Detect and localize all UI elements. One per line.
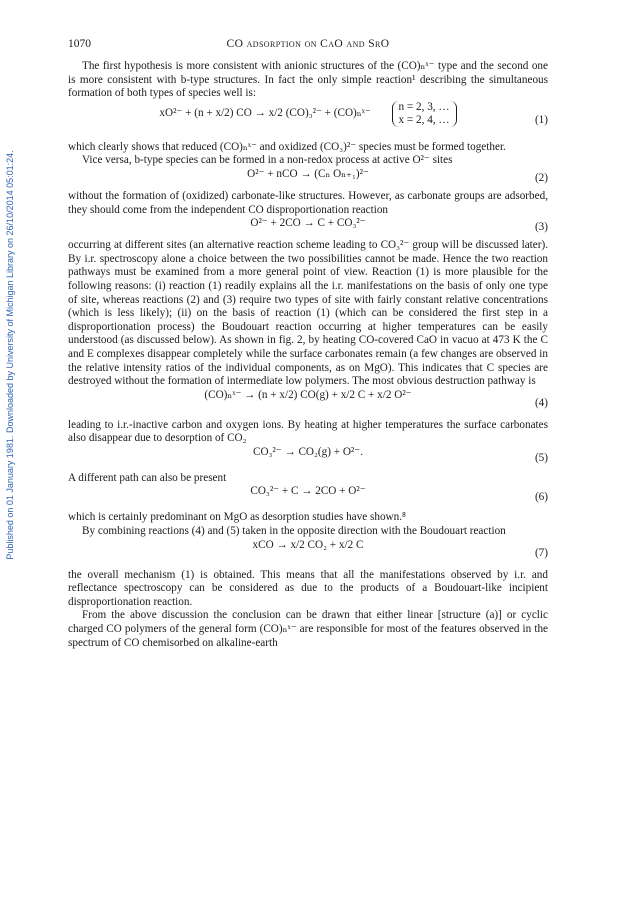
equation-5 bbox=[68, 446, 548, 472]
equation-2-formula: O²⁻ + nCO → (Cₙ Oₙ₊₁)²⁻ bbox=[247, 167, 369, 180]
download-notice-text: Published on 01 January 1981. Downloaded by University of Michigan Library on 26/10/2014 05:01:24. bbox=[5, 150, 15, 560]
equation-1-number: (1) bbox=[534, 113, 548, 126]
paragraph-overall-mechanism: the overall mechanism (1) is obtained. This means that all the manifestations observed by i.r. and reflectance spectroscopy can be considered as due to the products of a Boudouart-like incipient disproportionation reaction. bbox=[68, 568, 548, 608]
equation-1-conditions bbox=[392, 101, 457, 127]
equation-2 bbox=[68, 168, 548, 190]
paragraph-carbonate: without the formation of (oxidized) carbonate-like structures. However, as carbonate groups are adsorbed, they should come from the independent CO disproportionation reaction bbox=[68, 189, 548, 216]
page-number: 1070 bbox=[68, 38, 91, 50]
equation-7-number: (7) bbox=[534, 546, 548, 559]
equation-4-number: (4) bbox=[534, 396, 548, 409]
text-column bbox=[68, 38, 548, 650]
paragraph-conclusion: From the above discussion the conclusion can be drawn that either linear [structure (a)] or cyclic charged CO polymers of the general form (CO)ₙˣ⁻ are responsible for most of the features observed in the spectrum of CO chemisorbed on alkaline-earth bbox=[68, 609, 548, 649]
equation-6-number: (6) bbox=[534, 491, 548, 504]
equation-1-formula: xO²⁻ + (n + x/2) CO → x/2 (CO)₃²⁻ + (CO)ₙˣ⁻ bbox=[159, 107, 371, 120]
equation-7-formula: xCO → x/2 CO₂ + x/2 C bbox=[252, 538, 364, 551]
page-header bbox=[68, 38, 548, 60]
download-notice bbox=[2, 120, 18, 590]
equation-7 bbox=[68, 539, 548, 569]
paragraph-combining: By combining reactions (4) and (5) taken in the opposite direction with the Boudouart reaction bbox=[82, 525, 506, 538]
equation-1 bbox=[68, 101, 548, 141]
paragraph-different-path: A different path can also be present bbox=[68, 471, 227, 484]
paragraph-reaction-pathways: occurring at different sites (an alternative reaction scheme leading to CO₃²⁻ group will be discussed later). By i.r. spectroscopy alone a choice between the two possibilities cannot be made. Hence the two reaction pathways must be examined from a more general point of view. Reaction (1) is more plausible for the following reasons: (i) reaction (1) readily explains all the i.r. manifestations on the basis of only one type of site, whereas reactions (2) and (3) require two types of site with fairly constant relative concentrations (which is less likely); (ii) on the basis of reaction (1) (which can be considered the first step in a disproportionation process) the Boudouart reaction occurring at higher temperatures can be easily understood (as discussed below). As shown in fig. 2, by heating CO-covered CaO in vacuo at 473 K the C and E complexes disappear completely while the surface carbonates remain (a few changes are observed in the relative intensity ratios of the individual components, as on MgO). This indicates that C species are destroyed without the formation of intermediate low polymers. The most obvious destruction pathway is bbox=[68, 239, 548, 388]
paragraph-mgo-desorption: which is certainly predominant on MgO as desorption studies have shown.⁸ bbox=[68, 511, 406, 524]
equation-6-formula: CO₃²⁻ + C → 2CO + O²⁻ bbox=[250, 485, 366, 498]
equation-5-number: (5) bbox=[534, 452, 548, 465]
equation-3-formula: O²⁻ + 2CO → C + CO₃²⁻ bbox=[250, 217, 366, 230]
paragraph-reduced-oxidized: which clearly shows that reduced (CO)ₙˣ⁻ and oxidized (CO₃)²⁻ species must be formed together. bbox=[68, 140, 506, 153]
paragraph-hypothesis: The first hypothesis is more consistent with anionic structures of the (CO)ₙˣ⁻ type and the second one is more consistent with b-type structures. In fact the only simple reaction¹ describing the simultaneous formation of both types of species well is: bbox=[68, 60, 548, 100]
equation-4 bbox=[68, 389, 548, 419]
equation-1-condition-n: n = 2, 3, … bbox=[398, 100, 450, 113]
equation-1-condition-x: x = 2, 4, … bbox=[398, 113, 450, 126]
paragraph-inactive-carbon: leading to i.r.-inactive carbon and oxygen ions. By heating at higher temperatures the surface carbonates also disappear due to desorption of CO₂ bbox=[68, 418, 548, 445]
equation-3 bbox=[68, 217, 548, 239]
paragraph-vice-versa: Vice versa, b-type species can be formed in a non-redox process at active O²⁻ sites bbox=[82, 154, 453, 167]
equation-2-number: (2) bbox=[534, 172, 548, 185]
equation-5-formula: CO₃²⁻ → CO₂(g) + O²⁻. bbox=[252, 445, 363, 458]
running-title: CO adsorption on CaO and SrO bbox=[226, 38, 390, 50]
equation-3-number: (3) bbox=[534, 221, 548, 234]
equation-4-formula: (CO)ₙˣ⁻ → (n + x/2) CO(g) + x/2 C + x/2 O²⁻ bbox=[204, 388, 412, 401]
equation-6 bbox=[68, 485, 548, 511]
